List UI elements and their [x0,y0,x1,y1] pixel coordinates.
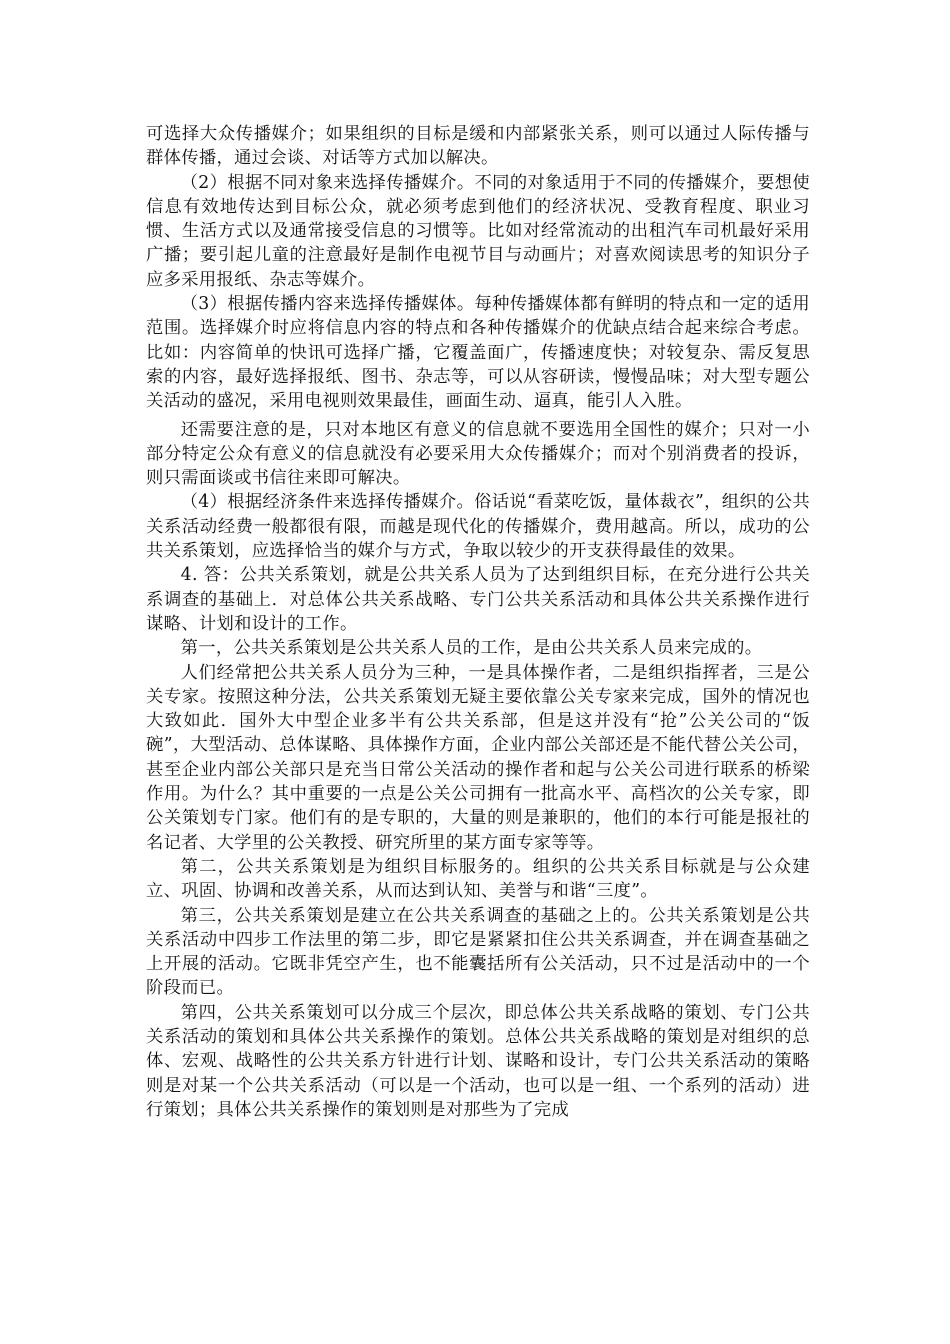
paragraph-media-choice-continued: 可选择大众传播媒介；如果组织的目标是缓和内部紧张关系，则可以通过人际传播与群体传播，通过会谈、对话等方式加以解决。 [146,124,810,169]
paragraph-pr-personnel: 人们经常把公共关系人员分为三种，一是具体操作者，二是组织指挥者，三是公关专家。按照这种分法，公共关系策划无疑主要依靠公关专家来完成，国外的情况也大致如此．国外大中型企业多半有公共关系部，但是这并没有“抢”公关公司的“饭碗”，大型活动、总体谋略、具体操作方面，企业内部公关部还是不能代替公关公司，甚至企业内部公关部只是充当日常公关活动的操作者和起与公关公司进行联系的桥梁作用。为什么？其中重要的一点是公关公司拥有一批高水平、高档次的公关专家，即公关策划专门家。他们有的是专职的，大量的则是兼职的，他们的本行可能是报社的名记者、大学里的公关教授、研究所里的某方面专家等等。 [146,662,810,853]
paragraph-point-first: 第一，公共关系策划是公共关系人员的工作，是由公共关系人员来完成的。 [180,638,763,659]
paragraph-choose-by-audience: （2）根据不同对象来选择传播媒介。不同的对象适用于不同的传播媒介，要想使信息有效地传达到目标公众，就必须考虑到他们的经济状况、受教育程度、职业习惯、生活方式以及通常接受信息的习惯等。比如对经常流动的出租汽车司机最好采用广播；要引起儿童的注意最好是制作电视节目与动画片；对喜欢阅读思考的知识分子应多采用报纸、杂志等媒介。 [146,172,810,290]
paragraph-point-fourth: 第四，公共关系策划可以分成三个层次，即总体公共关系战略的策划、专门公共关系活动的策划和具体公共关系操作的策划。总体公共关系战略的策划是对组织的总体、宏观、战略性的公共关系方针进行计划、谋略和设计，专门公共关系活动的策略则是对某一个公共关系活动（可以是一个活动，也可以是一组、一个系列的活动）进行策划；具体公共关系操作的策划则是对那些为了完成 [146,1002,810,1120]
paragraph-choose-by-economy: （4）根据经济条件来选择传播媒介。俗话说“看菜吃饭，量体裁衣”，组织的公共关系活动经费一般都很有限，而越是现代化的传播媒介，费用越高。所以，成功的公共关系策划，应选择恰当的媒介与方式，争取以较少的开支获得最佳的效果。 [146,492,810,562]
paragraph-additional-notes: 还需要注意的是，只对本地区有意义的信息就不要选用全国性的媒介；只对一小部分特定公众有意义的信息就没有必要采用大众传播媒介；而对个别消费者的投诉，则只需面谈或书信往来即可解决。 [146,419,810,489]
document-page [146,122,810,1122]
paragraph-point-third: 第三，公共关系策划是建立在公共关系调查的基础之上的。公共关系策划是公共关系活动中四步工作法里的第二步，即它是紧紧扣住公共关系调查，并在调查基础之上开展的活动。它既非凭空产生，也不能囊括所有公关活动，只不过是活动中的一个阶段而已。 [146,905,810,999]
paragraph-point-second: 第二，公共关系策划是为组织目标服务的。组织的公共关系目标就是与公众建立、巩固、协调和改善关系，从而达到认知、美誉与和谐“三度”。 [146,856,810,902]
paragraph-answer-4-definition: 4. 答：公共关系策划，就是公共关系人员为了达到组织目标，在充分进行公共关系调查的基础上．对总体公共关系战略、专门公共关系活动和具体公共关系操作进行谋略、计划和设计的工作。 [146,565,810,634]
paragraph-choose-by-content: （3）根据传播内容来选择传播媒体。每种传播媒体都有鲜明的特点和一定的适用范围。选择媒介时应将信息内容的特点和各种传播媒介的优缺点结合起来综合考虑。比如：内容简单的快讯可选择广播，它覆盖面广，传播速度快；对较复杂、需反复思索的内容，最好选择报纸、图书、杂志等，可以从容研读，慢慢品味；对大型专题公关活动的盛况，采用电视则效果最佳，画面生动、逼真，能引人入胜。 [146,294,810,412]
